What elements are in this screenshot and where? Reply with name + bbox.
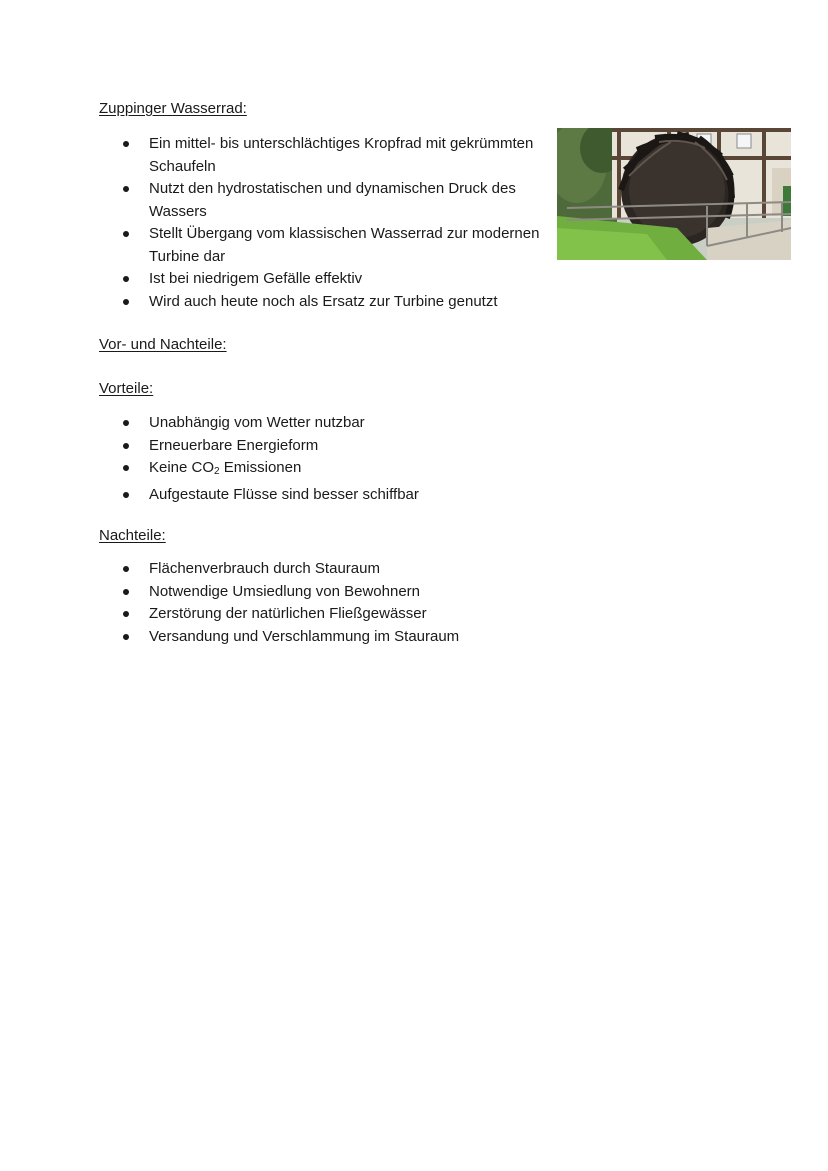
co2-suffix: Emissionen bbox=[219, 459, 302, 476]
list-item-text: Keine CO bbox=[149, 459, 215, 476]
list-item bbox=[0, 581, 549, 604]
bullet-icon bbox=[123, 611, 129, 617]
list-item-text: Zerstörung der natürlichen Fließgewässer bbox=[149, 605, 427, 622]
vorteile-list bbox=[0, 412, 549, 506]
list-item-text: Ein mittel- bis unterschlächtiges Kropfrad mit gekrümmten Schaufeln bbox=[149, 135, 534, 175]
list-item-text: Aufgestaute Flüsse sind besser schiffbar bbox=[149, 485, 419, 503]
nachteile-list bbox=[0, 558, 549, 648]
list-item bbox=[0, 268, 549, 291]
water-wheel-icon bbox=[557, 128, 791, 260]
bullet-icon bbox=[123, 492, 129, 498]
bullet-icon bbox=[123, 276, 129, 282]
heading-zuppinger: Zuppinger Wasserrad: bbox=[99, 100, 247, 117]
list-item-text: Nutzt den hydrostatischen und dynamischen Druck des Wassers bbox=[149, 180, 516, 220]
bullet-icon bbox=[123, 589, 129, 595]
bullet-icon bbox=[123, 186, 129, 192]
list-item-text: Stellt Übergang vom klassischen Wasserrad zur modernen Turbine dar bbox=[149, 225, 540, 265]
list-item-text: Unabhängig vom Wetter nutzbar bbox=[149, 414, 365, 431]
bullet-icon bbox=[123, 231, 129, 237]
bullet-icon bbox=[123, 634, 129, 640]
list-item bbox=[0, 484, 549, 507]
list-item-text: Erneuerbare Energieform bbox=[149, 436, 319, 454]
heading-vor-nachteile: Vor- und Nachteile: bbox=[99, 336, 227, 353]
bullet-icon bbox=[123, 420, 129, 426]
list-item bbox=[0, 435, 549, 458]
zuppinger-list bbox=[0, 133, 549, 313]
bullet-icon bbox=[123, 141, 129, 147]
list-item bbox=[0, 558, 549, 581]
water-wheel-photo bbox=[557, 128, 791, 260]
list-item bbox=[0, 133, 549, 178]
heading-nachteile: Nachteile: bbox=[99, 527, 166, 544]
list-item-text: Flächenverbrauch durch Stauraum bbox=[149, 560, 380, 577]
list-item bbox=[0, 223, 549, 268]
list-item bbox=[0, 603, 549, 626]
list-item bbox=[0, 457, 549, 484]
list-item-text: Wird auch heute noch als Ersatz zur Turbine genutzt bbox=[149, 292, 498, 310]
list-item bbox=[0, 412, 549, 435]
co2-subscript: 2 bbox=[214, 466, 220, 477]
bullet-icon bbox=[123, 566, 129, 572]
heading-vorteile: Vorteile: bbox=[99, 380, 154, 397]
list-item-text: Versandung und Verschlammung im Stauraum bbox=[149, 627, 460, 645]
list-item-text: Notwendige Umsiedlung von Bewohnern bbox=[149, 582, 420, 600]
bullet-icon bbox=[123, 443, 129, 449]
bullet-icon bbox=[123, 299, 129, 305]
list-item bbox=[0, 178, 549, 223]
list-item bbox=[0, 626, 549, 649]
bullet-icon bbox=[123, 465, 129, 471]
list-item-text: Ist bei niedrigem Gefälle effektiv bbox=[149, 270, 363, 287]
list-item bbox=[0, 291, 549, 314]
